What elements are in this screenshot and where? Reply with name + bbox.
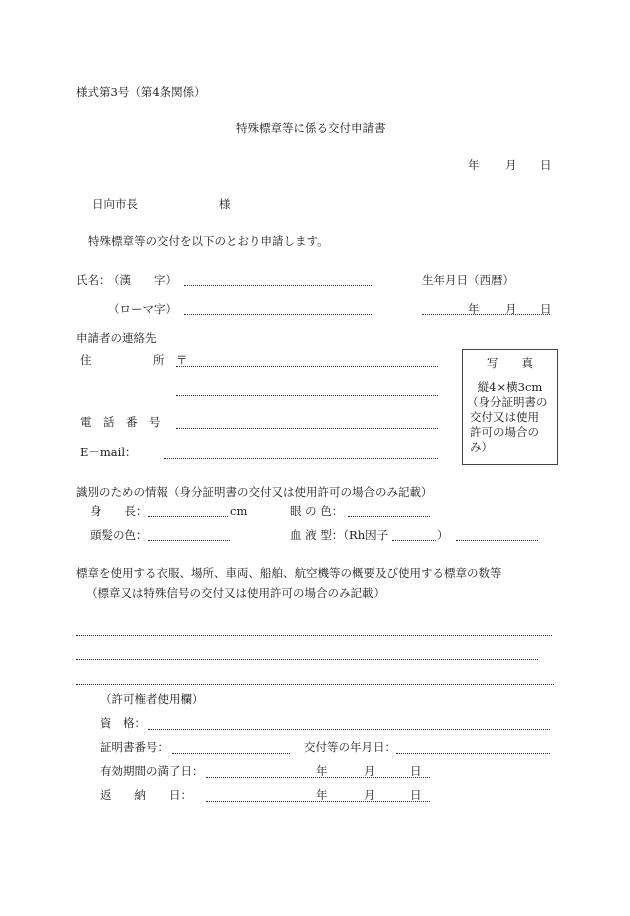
return-day-label: 日	[410, 788, 422, 802]
issue-date-field[interactable]	[396, 753, 550, 754]
addressee-honorific: 様	[219, 197, 231, 211]
usage-field-3[interactable]	[76, 684, 554, 685]
expiry-day-label: 日	[410, 764, 422, 778]
photo-size: 縦4×横3cm	[477, 380, 543, 394]
usage-field-2[interactable]	[76, 659, 538, 660]
blood-type-field[interactable]	[456, 540, 538, 541]
postal-mark: 〒	[176, 353, 188, 367]
style-number: 様式第3号（第4条関係）	[76, 85, 206, 99]
date-year-label: 年	[468, 158, 480, 172]
address-field-2[interactable]	[176, 395, 438, 396]
usage-heading: 標章を使用する衣服、場所、車両、船舶、航空機等の概要及び使用する標章の数等	[76, 566, 502, 580]
cert-number-label: 証明書番号：	[100, 740, 169, 754]
return-date-label: 返 納 日：	[100, 788, 192, 802]
birth-day-label: 日	[540, 302, 552, 316]
phone-label: 電 話 番 号	[80, 415, 161, 429]
expiry-year-label: 年	[316, 764, 328, 778]
address-label-2: 所	[153, 353, 165, 367]
name-roman-label: （ローマ字）	[108, 302, 177, 316]
identification-heading: 識別のための情報（身分証明書の交付又は使用許可の場合のみ記載）	[76, 485, 433, 499]
height-unit: cm	[230, 504, 248, 518]
photo-box	[462, 349, 558, 465]
intro-text: 特殊標章等の交付を以下のとおり申請します。	[88, 234, 329, 248]
date-day-label: 日	[540, 158, 552, 172]
photo-note-line-3: 許可の場合の	[470, 425, 539, 439]
blood-type-label: 血 液 型：（Rh因子	[290, 528, 389, 542]
eye-color-field[interactable]	[348, 516, 430, 517]
birth-date-field[interactable]	[422, 314, 550, 315]
address-field-1[interactable]	[176, 366, 438, 367]
rh-factor-field[interactable]	[392, 540, 436, 541]
email-field[interactable]	[164, 458, 438, 459]
usage-field-1[interactable]	[76, 635, 552, 636]
addressee-name: 日向市長	[92, 197, 138, 211]
return-year-label: 年	[316, 788, 328, 802]
cert-number-field[interactable]	[172, 753, 290, 754]
usage-note: （標章又は特殊信号の交付又は使用許可の場合のみ記載）	[86, 586, 385, 600]
expiry-month-label: 月	[364, 764, 376, 778]
contact-heading: 申請者の連絡先	[76, 331, 157, 345]
issue-date-label: 交付等の年月日：	[304, 740, 396, 754]
photo-note-line-2: 交付又は使用	[470, 410, 539, 424]
name-roman-field[interactable]	[184, 314, 372, 315]
birth-year-label: 年	[468, 302, 480, 316]
qualification-field[interactable]	[148, 729, 550, 730]
phone-field[interactable]	[176, 428, 438, 429]
expiry-label: 有効期間の満了日：	[100, 764, 204, 778]
name-kanji-label: （漢 字）	[108, 273, 177, 287]
email-label: E－mail：	[80, 445, 137, 459]
photo-note-line-1: （身分証明書の	[467, 395, 548, 409]
eye-color-label: 眼 の 色：	[290, 504, 344, 518]
name-kanji-field[interactable]	[184, 285, 372, 286]
birth-date-label: 生年月日（西暦）	[422, 273, 514, 287]
return-month-label: 月	[364, 788, 376, 802]
blood-type-close: ）	[437, 528, 449, 542]
qualification-label: 資 格：	[100, 716, 146, 730]
form-title: 特殊標章等に係る交付申請書	[236, 121, 386, 135]
height-field[interactable]	[148, 516, 228, 517]
hair-color-field[interactable]	[148, 540, 230, 541]
photo-note-line-4: み）	[470, 440, 493, 454]
date-month-label: 月	[505, 158, 517, 172]
authority-heading: （許可権者使用欄）	[100, 692, 204, 706]
birth-month-label: 月	[505, 302, 517, 316]
address-label-1: 住	[80, 353, 92, 367]
name-label: 氏名：	[76, 273, 111, 287]
photo-title: 写 真	[487, 356, 533, 370]
hair-color-label: 頭髪の色：	[90, 528, 148, 542]
height-label: 身 長：	[90, 504, 148, 518]
